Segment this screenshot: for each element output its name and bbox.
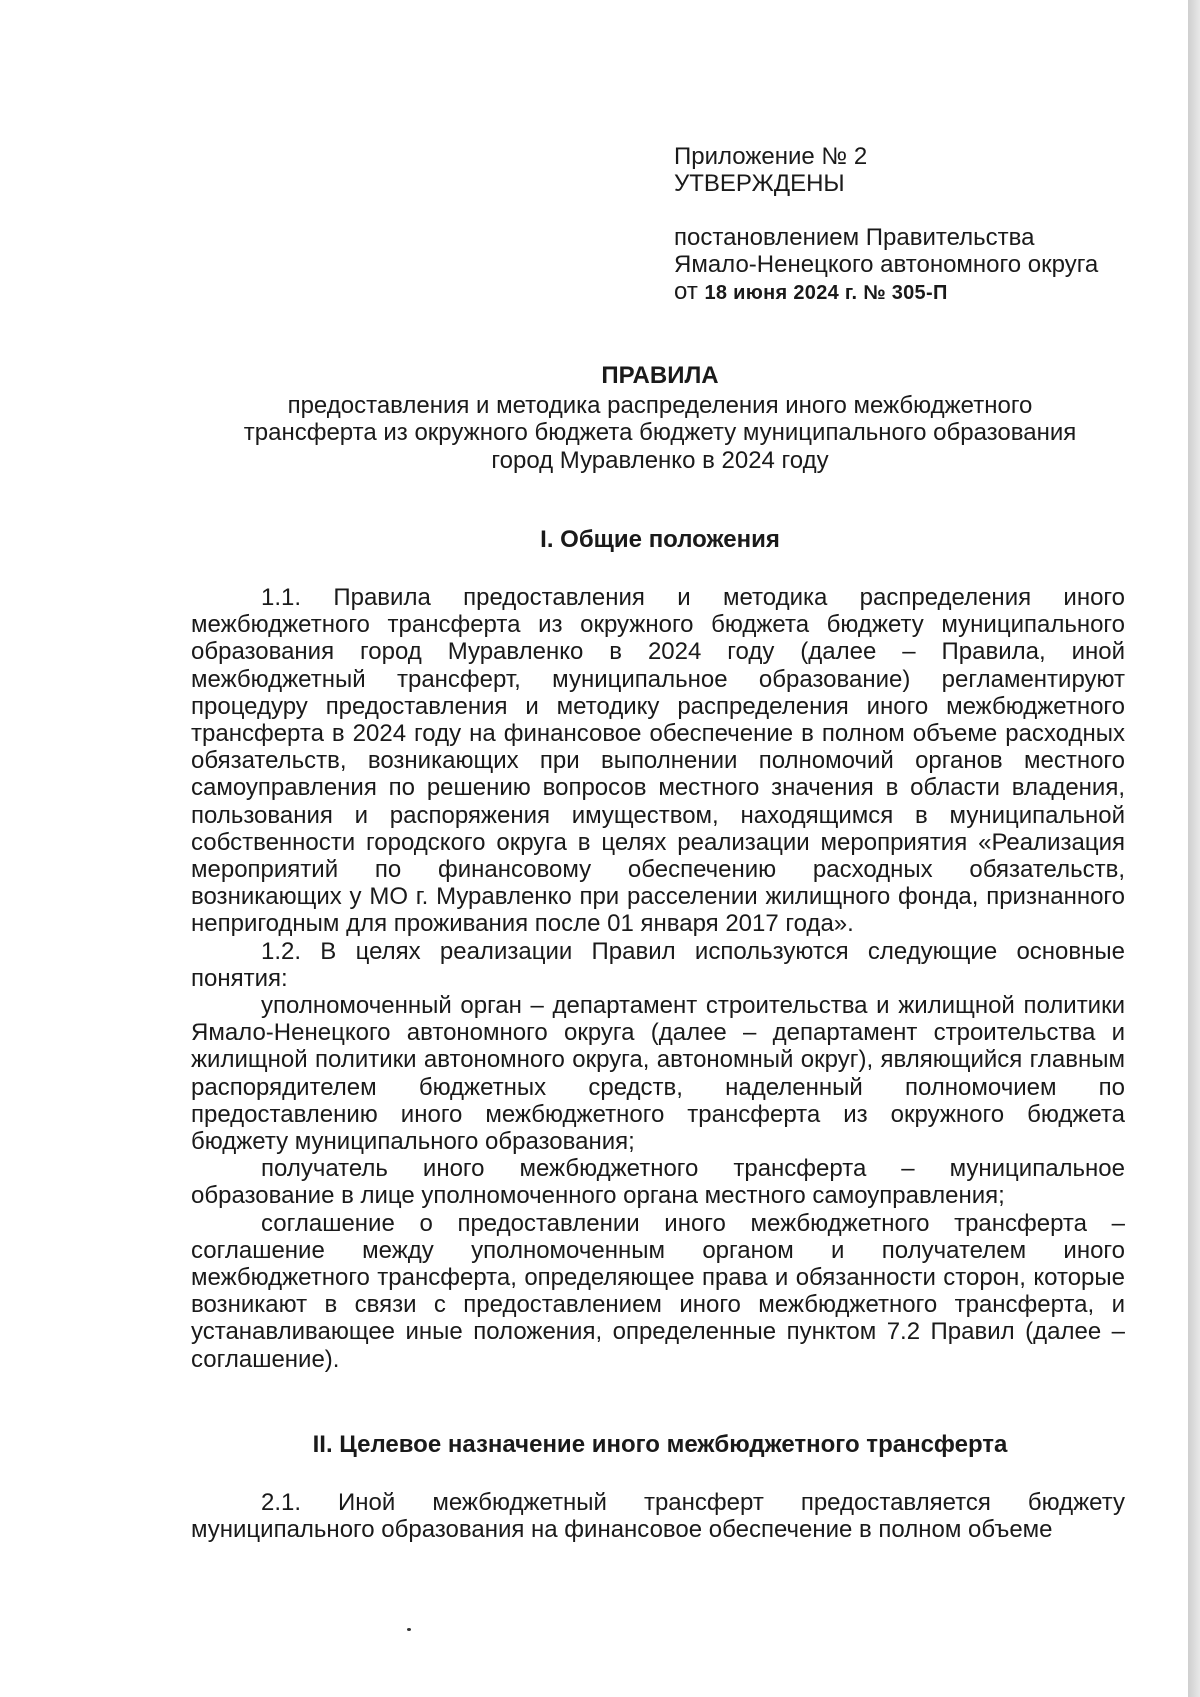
section-2-heading: II. Целевое назначение иного межбюджетного трансферта — [312, 1431, 1008, 1458]
decree-line-2: Ямало-Ненецкого автономного округа — [674, 251, 1099, 278]
paragraph-2-1: 2.1. Иной межбюджетный трансферт предоставляется бюджету муниципального образования на финансовое обеспечение в полном объеме — [191, 1489, 1125, 1544]
approval-block — [674, 143, 1134, 307]
paragraph-definition-recipient: получатель иного межбюджетного трансферта – муниципальное образование в лице уполномоченного органа местного самоуправления; — [191, 1155, 1125, 1210]
paragraph-1-2: 1.2. В целях реализации Правил используются следующие основные понятия: — [191, 937, 1125, 992]
decree-prefix: от — [674, 278, 705, 305]
section-1-body — [191, 584, 1125, 1373]
subtitle-line-2: трансферта из окружного бюджета бюджету муниципального образования — [243, 419, 1077, 446]
decree-line-1: постановлением Правительства — [674, 224, 1035, 251]
approved-label: УТВЕРЖДЕНЫ — [674, 170, 845, 197]
paragraph-1-1: 1.1. Правила предоставления и методика распределения иного межбюджетного трансферта из окружного бюджета бюджету муниципального образования город Муравленко в 2024 году (далее – Правила, иной межбюджетный трансферт, муниципальное образование) регламентируют процедуру предоставления и методику распределения иного межбюджетного трансферта в 2024 году на финансовое обеспечение в полном объеме расходных обязательств, возникающих при выполнении полномочий органов местного самоуправления по решению вопросов местного значения в области владения, пользования и распоряжения имуществом, находящимся в муниципальной собственности городского округа в целях реализации мероприятия «Реализация мероприятий по финансовому обеспечению расходных обязательств, возникающих у МО г. Муравленко при расселении жилищного фонда, признанного непригодным для проживания после 01 января 2017 года». — [191, 584, 1125, 938]
subtitle-line-1: предоставления и методика распределения иного межбюджетного — [287, 391, 1033, 419]
document-title-block — [180, 362, 1140, 474]
section-1-heading: I. Общие положения — [540, 526, 780, 553]
document-title: ПРАВИЛА — [601, 362, 719, 389]
subtitle-line-3: город Муравленко в 2024 году — [491, 446, 829, 474]
scan-speck — [407, 1628, 411, 1631]
section-2-body — [191, 1489, 1125, 1543]
page-edge-shadow — [1188, 0, 1200, 1697]
paragraph-definition-authority: уполномоченный орган – департамент строительства и жилищной политики Ямало-Ненецкого автономного округа (далее – департамент строительства и жилищной политики автономного округа, автономный округ), являющийся главным распорядителем бюджетных средств, наделенный полномочием по предоставлению иного межбюджетного трансферта из окружного бюджета бюджету муниципального образования; — [191, 992, 1125, 1156]
decree-date-line — [674, 278, 1134, 307]
appendix-label: Приложение № 2 — [674, 143, 868, 170]
decree-date-number: 18 июня 2024 г. № 305-П — [704, 282, 948, 304]
paragraph-definition-agreement: соглашение о предоставлении иного межбюджетного трансферта – соглашение между уполномоченным органом и получателем иного межбюджетного трансферта, определяющее права и обязанности сторон, которые возникают в связи с предоставлением иного межбюджетного трансферта, и устанавливающее иные положения, определенные пунктом 7.2 Правил (далее – соглашение). — [191, 1209, 1125, 1373]
